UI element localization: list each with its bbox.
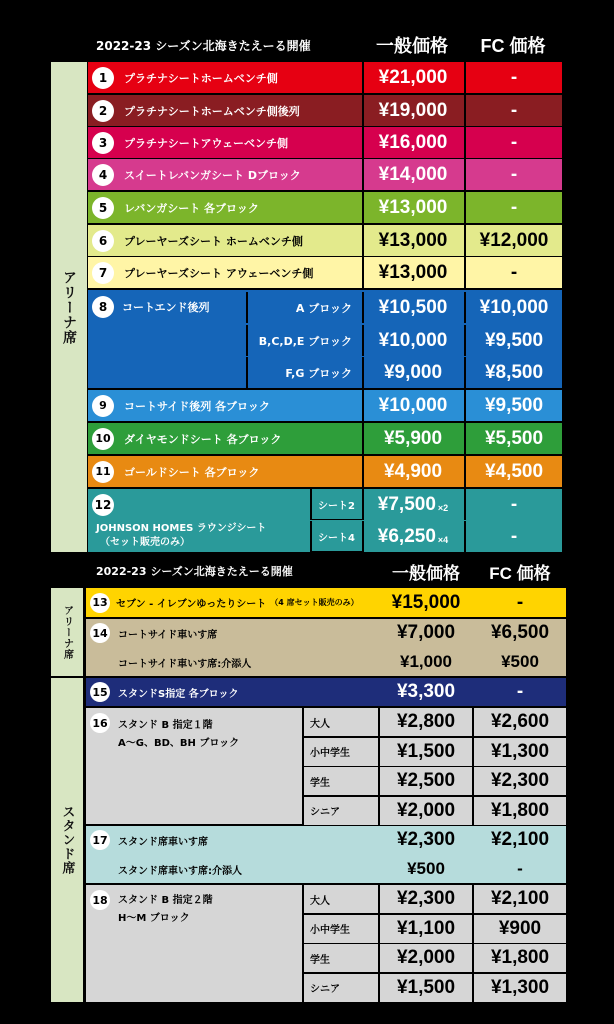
price-general: ¥14,000 <box>362 159 462 190</box>
price-multiplier: ×2 <box>437 502 449 513</box>
row-number-badge: 10 <box>92 428 114 450</box>
price-general: ¥2,300 <box>396 829 456 850</box>
row-label: コートサイド車いす席:介添人 <box>118 658 252 670</box>
row-number-badge: 5 <box>92 197 114 219</box>
row8-sub-label <box>246 292 360 323</box>
row-label-cell <box>88 62 360 93</box>
sub-label-cell <box>304 708 378 736</box>
sub-label-text: 学生 <box>310 777 330 789</box>
price-general: ¥19,000 <box>362 95 462 126</box>
price-general: ¥7,500 <box>377 493 436 515</box>
price-fc: ¥6,500 <box>490 622 550 643</box>
price-fc: ¥4,500 <box>464 456 562 487</box>
sub-label-text: シニア <box>310 984 340 995</box>
price-general: ¥2,800 <box>380 708 472 736</box>
row-number-badge: 15 <box>90 682 110 702</box>
price-general: ¥500 <box>407 859 445 878</box>
sub-label-text: F,G ブロック <box>285 366 352 380</box>
table2-header-general: 一般価格 <box>392 563 460 583</box>
price-multiplier: ×4 <box>437 534 449 545</box>
row-number-badge: 2 <box>92 100 114 122</box>
price-fc: - <box>464 62 562 93</box>
row12-sub-label <box>310 489 362 520</box>
price-general: ¥13,000 <box>362 257 462 288</box>
row-number-badge: 9 <box>92 395 114 417</box>
sub-label-cell <box>304 767 378 795</box>
price-general: ¥16,000 <box>362 127 462 158</box>
row-label: セブン - イレブンゆったりシート <box>116 599 267 610</box>
price-general: ¥5,900 <box>362 423 462 454</box>
sub-label-text: シート4 <box>318 532 355 544</box>
price-fc: ¥1,800 <box>474 944 566 972</box>
price-general: ¥13,000 <box>362 192 462 223</box>
sub-label-cell <box>304 738 378 766</box>
price-general: ¥2,300 <box>380 885 472 913</box>
price-fc: - <box>516 591 524 613</box>
price-fc: ¥1,300 <box>474 974 566 1002</box>
table2-row-16 <box>86 708 302 824</box>
price-fc: ¥2,600 <box>474 708 566 736</box>
table2-header-title-text: 2022-23 シーズン北海きたえーる開催 <box>96 565 293 578</box>
row12-sub-label <box>310 521 362 552</box>
row-label: スタンド席車いす席 <box>118 836 208 848</box>
price-general-cell <box>362 489 462 520</box>
sub-label-text: 小中学生 <box>310 748 350 759</box>
price-fc: ¥2,100 <box>490 829 550 850</box>
price-fc: - <box>517 859 523 878</box>
price-fc: - <box>516 681 524 702</box>
row-label: スタンド B 指定２階 <box>118 895 213 906</box>
price-fc: ¥500 <box>501 652 539 671</box>
row-label-cell <box>88 225 360 256</box>
row-label-cell <box>88 127 360 158</box>
price-fc: - <box>464 521 562 552</box>
row-label: プラチナシートアウェーベンチ側 <box>124 136 289 150</box>
sub-label-cell <box>304 797 378 825</box>
row-label-note: H～M ブロック <box>118 913 190 924</box>
table1-header-title <box>88 28 360 62</box>
row-label: スタンド席車いす席:介添人 <box>118 865 242 877</box>
row-label-note: （4 席セット販売のみ） <box>270 598 359 607</box>
row8-sub-label <box>246 325 360 356</box>
side-label-stand <box>51 678 83 1002</box>
price-general: ¥1,100 <box>380 915 472 943</box>
price-general: ¥10,000 <box>362 390 462 421</box>
price-general: ¥15,000 <box>391 591 461 613</box>
row15-label-cell <box>86 678 380 706</box>
row14b-label-cell <box>86 648 380 676</box>
row-label: コートサイド車いす席 <box>118 629 218 641</box>
price-general: ¥13,000 <box>362 225 462 256</box>
sub-label-text: 学生 <box>310 954 330 966</box>
price-fc: - <box>464 127 562 158</box>
sub-label-cell <box>304 944 378 972</box>
row-label-cell <box>88 456 360 487</box>
row-label: JOHNSON HOMES ラウンジシート <box>96 523 267 534</box>
price-fc: - <box>464 192 562 223</box>
price-fc: ¥1,800 <box>474 797 566 825</box>
price-fc: ¥9,500 <box>464 325 562 356</box>
price-fc: ¥2,300 <box>474 767 566 795</box>
row-label-note: A～G、BD、BH ブロック <box>118 738 240 749</box>
row-label: プレーヤーズシート ホームベンチ側 <box>124 234 303 248</box>
row-label: コートエンド後列 <box>122 301 210 314</box>
sub-label-text: B,C,D,E ブロック <box>258 334 352 348</box>
price-general: ¥6,250 <box>377 525 436 547</box>
sub-label-cell <box>304 974 378 1002</box>
row17-label-cell <box>86 826 380 854</box>
row-number-badge: 1 <box>92 67 114 89</box>
price-general: ¥2,500 <box>380 767 472 795</box>
price-fc: - <box>464 95 562 126</box>
price-general: ¥9,000 <box>362 357 462 388</box>
row-label: スタンドS指定 各ブロック <box>118 688 239 700</box>
row-label: ゴールドシート 各ブロック <box>124 465 260 479</box>
row-number-badge: 4 <box>92 164 114 186</box>
price-general: ¥10,500 <box>362 292 462 323</box>
price-general: ¥3,300 <box>396 681 456 702</box>
row14-label-cell <box>86 619 380 647</box>
price-general: ¥2,000 <box>380 944 472 972</box>
price-general: ¥1,000 <box>400 652 452 671</box>
row8-sub-label <box>246 357 360 388</box>
row-label-cell <box>88 423 360 454</box>
price-general: ¥21,000 <box>362 62 462 93</box>
table2-header-title <box>88 556 378 586</box>
sub-label-text: A ブロック <box>295 301 352 315</box>
price-general: ¥7,000 <box>396 622 456 643</box>
table2-header-fc: FC 価格 <box>489 563 551 583</box>
row-number-badge: 11 <box>92 461 114 483</box>
side-label-arena <box>51 62 87 552</box>
side-label-arena-2-text: アリーナ席 <box>61 604 73 660</box>
price-general: ¥1,500 <box>380 974 472 1002</box>
price-fc: - <box>464 159 562 190</box>
price-fc: ¥9,500 <box>464 390 562 421</box>
row-number-badge: 14 <box>90 623 110 643</box>
row-label-cell <box>88 95 360 126</box>
price-fc: ¥8,500 <box>464 357 562 388</box>
sub-label-text: 大人 <box>310 895 330 907</box>
row-label: レバンガシート 各ブロック <box>124 201 259 215</box>
side-label-arena-text: アリーナ席 <box>61 269 77 345</box>
table1-header-fc: FC 価格 <box>480 36 546 56</box>
table1-header-general: 一般価格 <box>376 36 448 56</box>
side-label-arena-2 <box>51 588 83 676</box>
price-fc: ¥10,000 <box>464 292 562 323</box>
sub-label-cell <box>304 915 378 943</box>
row-label-cell <box>88 390 360 421</box>
row-label-cell <box>88 257 360 288</box>
price-general: ¥1,500 <box>380 738 472 766</box>
row-number-badge: 8 <box>92 296 114 318</box>
price-general: ¥4,900 <box>362 456 462 487</box>
row-label-note: （セット販売のみ） <box>100 537 190 548</box>
row-number-badge: 6 <box>92 230 114 252</box>
sub-label-text: 小中学生 <box>310 925 350 936</box>
row13-label-cell <box>86 588 380 617</box>
sub-label-text: 大人 <box>310 718 330 730</box>
sub-label-text: シニア <box>310 807 340 818</box>
row-number-badge: 12 <box>92 494 114 516</box>
row-number-badge: 3 <box>92 132 114 154</box>
row8-label-cell <box>88 292 246 322</box>
row-label: ダイヤモンドシート 各ブロック <box>124 432 282 446</box>
row-label: プラチナシートホームベンチ側 <box>124 71 278 85</box>
sub-label-cell <box>304 885 378 913</box>
price-fc: ¥12,000 <box>464 225 562 256</box>
price-general: ¥2,000 <box>380 797 472 825</box>
row-number-badge: 17 <box>90 830 110 850</box>
row-label: コートサイド後列 各ブロック <box>124 399 270 413</box>
sub-label-text: シート2 <box>318 500 355 512</box>
table1-header-title-text: 2022-23 シーズン北海きたえーる開催 <box>96 38 311 53</box>
row-number-badge: 18 <box>90 890 110 910</box>
price-fc: ¥2,100 <box>474 885 566 913</box>
price-general-cell <box>362 521 462 552</box>
price-fc: - <box>464 257 562 288</box>
side-label-stand-text: スタンド席 <box>59 805 75 875</box>
row-number-badge: 7 <box>92 262 114 284</box>
price-fc: ¥5,500 <box>464 423 562 454</box>
row-label: スイートレバンガシート Dブロック <box>124 168 301 182</box>
price-general: ¥10,000 <box>362 325 462 356</box>
row12-label-cell <box>88 489 310 552</box>
row17b-label-cell <box>86 855 380 883</box>
row-label-cell <box>88 159 360 190</box>
row-number-badge: 16 <box>90 713 110 733</box>
price-fc: ¥900 <box>474 915 566 943</box>
row-label: プレーヤーズシート アウェーベンチ側 <box>124 266 314 280</box>
row-label-cell <box>88 192 360 223</box>
row-number-badge: 13 <box>90 593 110 613</box>
table2-row-18 <box>86 885 302 1002</box>
price-fc: - <box>464 489 562 520</box>
price-fc: ¥1,300 <box>474 738 566 766</box>
row-label: スタンド B 指定１階 <box>118 720 213 731</box>
row-label: プラチナシートホームベンチ側後列 <box>124 104 300 118</box>
